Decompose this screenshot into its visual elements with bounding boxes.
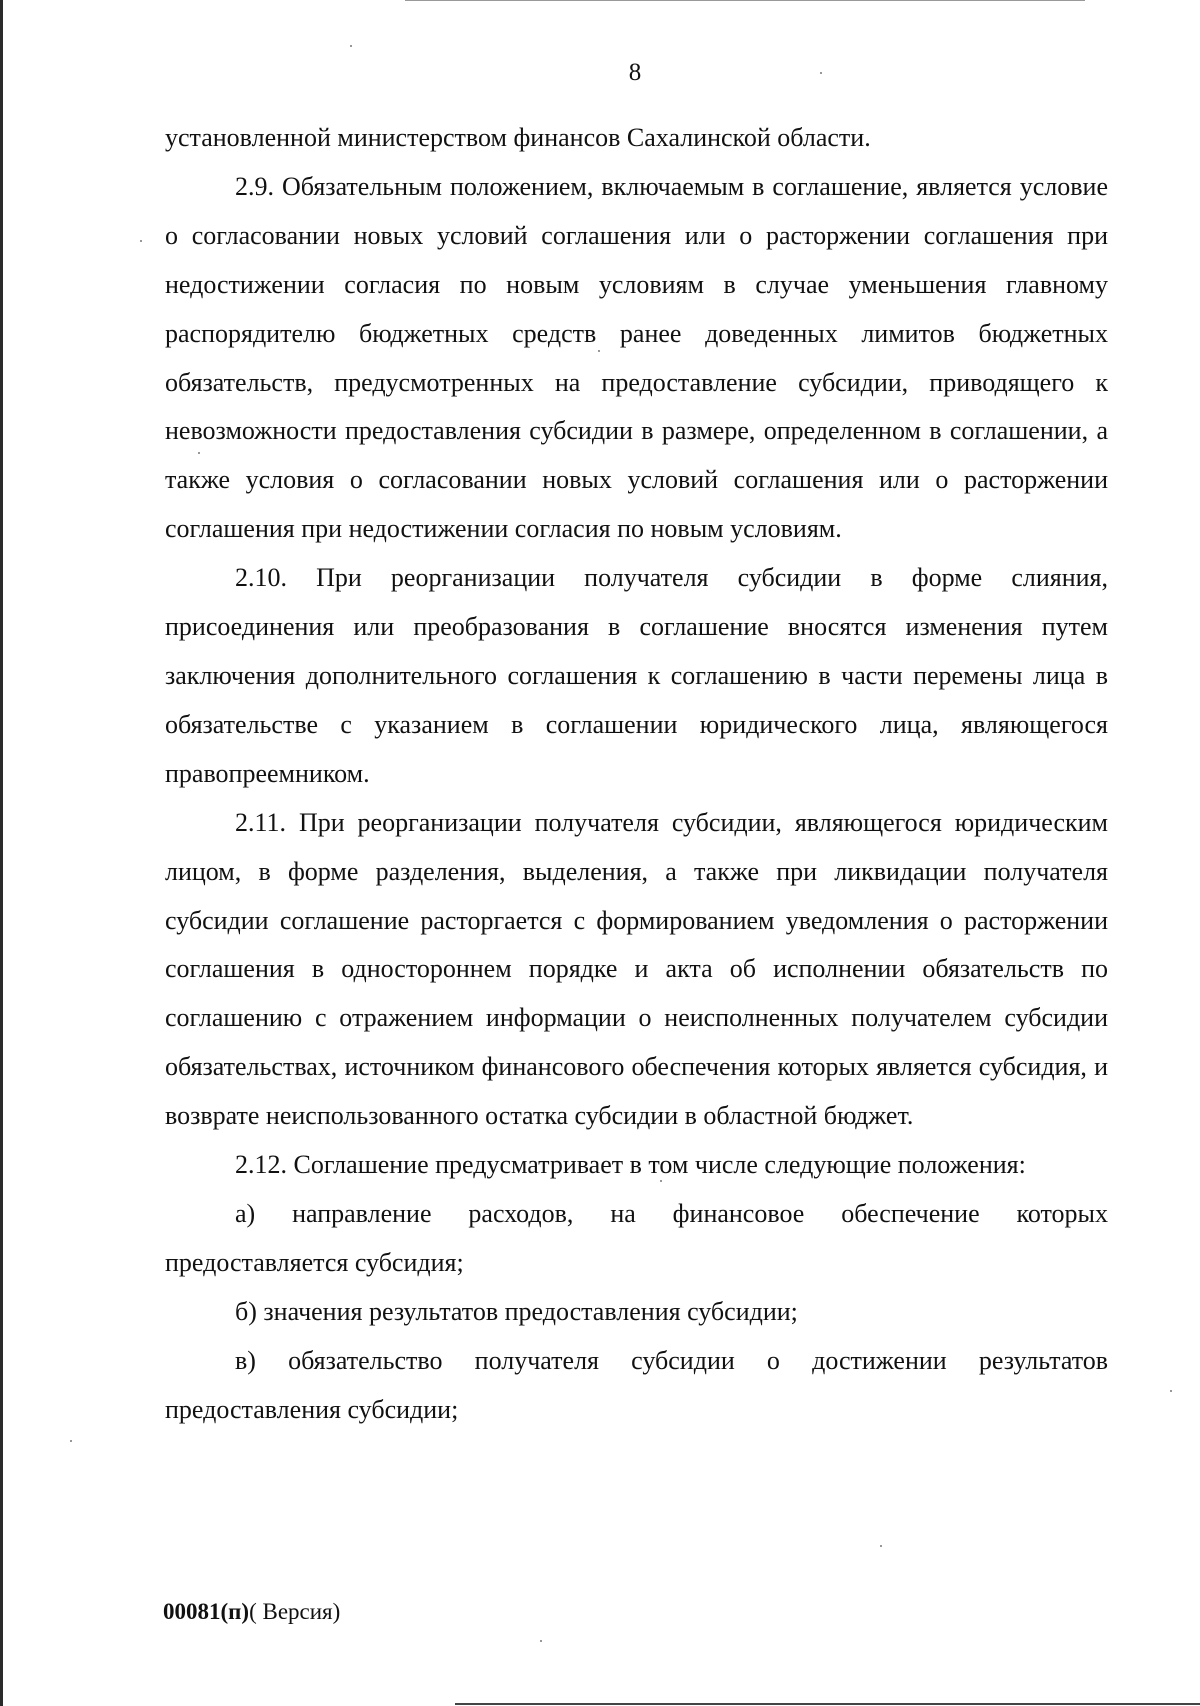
scan-speck <box>598 350 600 352</box>
scan-speck <box>350 45 352 47</box>
scan-bottom-line <box>455 1703 1200 1705</box>
scan-speck <box>70 1440 72 1442</box>
page-number: 8 <box>628 59 642 86</box>
scan-speck <box>820 72 822 74</box>
scan-top-line <box>405 0 1085 1</box>
scan-speck <box>540 1640 542 1642</box>
list-item-a: а) направление расходов, на финансовое обеспечение которых предоставляется субсидия; <box>165 1198 1108 1277</box>
paragraph-2-9: 2.9. Обязательным положением, включаемым в соглашение, является условие о согласовании новых условий соглашения или о расторжении соглашения при недостижении согласия по новым условиям в случае уменьшения главному распорядителю бюджетных средств ранее доведенных лимитов бюджетных обязательств, предусмотренных на предоставление субсидии, приводящего к невозможности предоставления субсидии в размере, определенном в соглашении, а также условия о согласовании новых условий соглашения или о расторжении соглашения при недостижении согласия по новым условиям. <box>165 171 1108 544</box>
list-item-v: в) обязательство получателя субсидии о достижении результатов предоставления субсидии; <box>165 1345 1108 1424</box>
scan-speck <box>198 452 200 454</box>
document-body <box>165 114 1108 1434</box>
document-footer <box>163 1597 340 1627</box>
list-item-b: б) значения результатов предоставления субсидии; <box>235 1296 798 1326</box>
scan-speck <box>660 1180 662 1182</box>
paragraph-continuation: установленной министерством финансов Сахалинской области. <box>165 123 871 152</box>
document-code: 00081(п) <box>163 1599 250 1624</box>
scan-speck <box>140 240 142 242</box>
paragraph-2-11: 2.11. При реорганизации получателя субсидии, являющегося юридическим лицом, в форме разделения, выделения, а также при ликвидации получателя субсидии соглашение расторгается с формированием уведомления о расторжении соглашения в одностороннем порядке и акта об исполнении обязательств по соглашению с отражением информации о неисполненных получателем субсидии обязательствах, источником финансового обеспечения которых является субсидия, и возврате неиспользованного остатка субсидии в областной бюджет. <box>165 807 1108 1131</box>
scan-edge <box>0 0 3 1706</box>
document-version: ( Версия) <box>249 1599 341 1624</box>
scan-speck <box>1170 1390 1172 1392</box>
paragraph-2-12: 2.12. Соглашение предусматривает в том числе следующие положения: <box>235 1150 1026 1180</box>
paragraph-2-10: 2.10. При реорганизации получателя субсидии в форме слияния, присоединения или преобразования в соглашение вносятся изменения путем заключения дополнительного соглашения к соглашению в части перемены лица в обязательстве с указанием в соглашении юридического лица, являющегося правопреемником. <box>165 563 1108 788</box>
scan-speck <box>880 1545 882 1547</box>
